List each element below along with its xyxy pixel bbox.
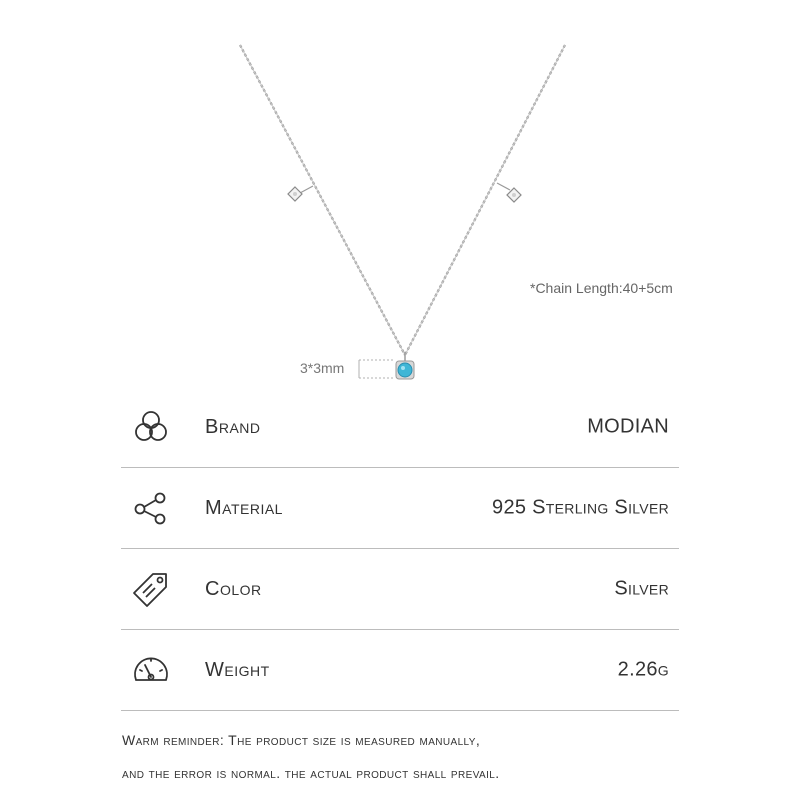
price-tag-icon (131, 569, 171, 609)
spec-row-brand (121, 387, 679, 468)
spec-label: Material (205, 496, 283, 519)
center-pendant (396, 352, 414, 379)
reminder-line-1: Warm reminder: The product size is measured manually, (122, 732, 481, 748)
pendant-size-label: 3*3mm (300, 360, 345, 376)
spec-table (121, 387, 679, 711)
spec-label: Color (205, 577, 262, 600)
right-charm (497, 183, 521, 202)
spec-row-material (121, 468, 679, 549)
share-nodes-icon (131, 488, 171, 528)
spec-row-weight (121, 630, 679, 711)
reminder-line-2: and the error is normal. the actual product shall prevail. (122, 765, 500, 781)
chain-length-note: *Chain Length:40+5cm (530, 280, 673, 296)
spec-value: MODIAN (587, 415, 669, 438)
spec-value: 925 Sterling Silver (492, 496, 669, 519)
warm-reminder (122, 724, 682, 790)
spec-value: 2.26g (617, 658, 669, 681)
size-dimension-marker (359, 360, 395, 378)
left-charm (288, 186, 313, 201)
spec-label: Weight (205, 658, 270, 681)
rings-icon (131, 407, 171, 447)
spec-label: Brand (205, 415, 261, 438)
gauge-icon (131, 650, 171, 690)
spec-value: Silver (614, 577, 669, 600)
spec-row-color (121, 549, 679, 630)
